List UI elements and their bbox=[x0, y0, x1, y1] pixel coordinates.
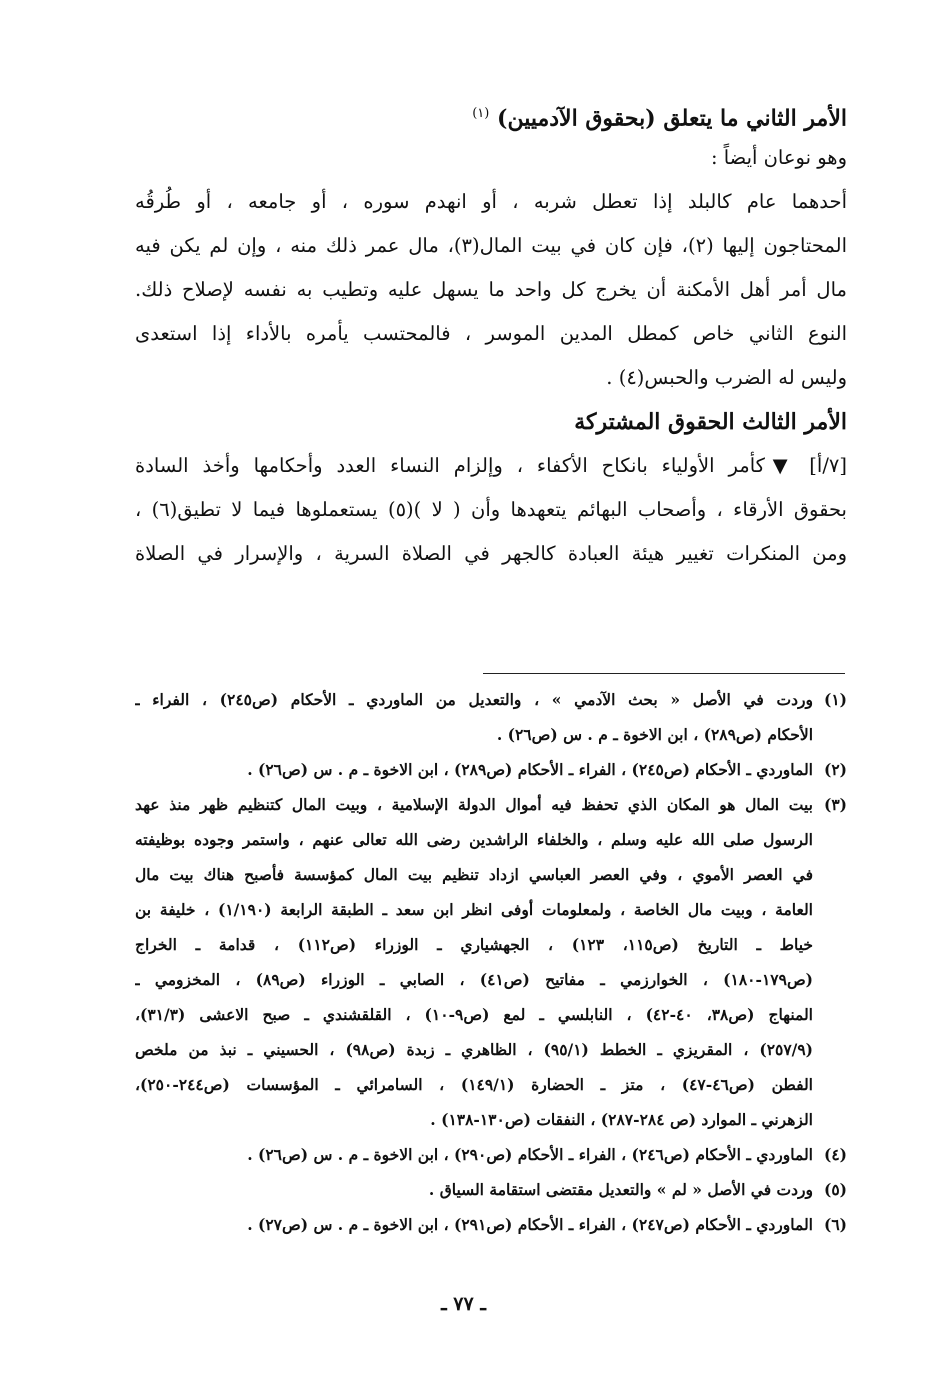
footnote-line: الماوردي ـ الأحكام (ص٢٤٦) ، الفراء ـ الأحكام (ص٢٩٠) ، ابن الاخوة ـ م . س (ص٢٦) . bbox=[247, 1145, 813, 1164]
footnote-ref-1: (١) bbox=[472, 106, 490, 121]
footnote-line: وردت في الأصل « بحث الآدمي » ، والتعديل من الماوردي ـ الأحكام (ص٢٤٥) ، الفراء ـ bbox=[135, 690, 813, 709]
footnote-line: (ص١٧٩-١٨٠) ، الخوارزمي ـ مفاتيح (ص٤١) ، الصابي ـ الوزراء (ص٨٩) ، المخزومي ـ bbox=[135, 970, 813, 989]
footnote-4 bbox=[135, 1137, 847, 1172]
footnote-line: المنهاج (ص٣٨، ٤٠-٤٢) ، النابلسي ـ لمع (ص٩-١٠) ، القلقشندي ـ صبح الاعشى (٣١/٣)، bbox=[135, 1005, 813, 1024]
section-heading-2-text: الأمر الثاني ما يتعلق (بحقوق الآدميين) bbox=[497, 105, 847, 132]
footnote-line: بيت المال هو المكان الذي تحفظ فيه أموال الدولة الإسلامية ، وبيت المال كتنظيم ظهر منذ عهد bbox=[135, 795, 813, 814]
footnote-line: الفطن (ص٤٦-٤٧) ، متز ـ الحضارة (١٤٩/١) ، السامرائي ـ المؤسسات (ص٢٤٤-٢٥٠)، bbox=[135, 1075, 813, 1094]
section-heading-2 bbox=[135, 92, 847, 136]
text-line: مال أمر أهل الأمكنة أن يخرج كل واحد ما يسهل عليه وتطيب به نفسه لإصلاح ذلك. bbox=[135, 278, 847, 301]
footnote-line: الماوردي ـ الأحكام (ص٢٤٧) ، الفراء ـ الأحكام (ص٢٩١) ، ابن الاخوة ـ م . س (ص٢٧) . bbox=[247, 1215, 813, 1234]
page-number: ـ ٧٧ ـ bbox=[441, 1293, 486, 1315]
text-line: النوع الثاني خاص كمطل المدين الموسر ، فالمحتسب يأمره بالأداء إذا استعدى bbox=[135, 322, 847, 345]
text-line: وليس له الضرب والحبس(٤) . bbox=[606, 366, 847, 389]
main-text bbox=[135, 92, 847, 576]
footnotes bbox=[135, 682, 847, 1242]
section-heading-3: الأمر الثالث الحقوق المشتركة bbox=[574, 409, 847, 435]
text-line: بحقوق الأرقاء ، وأصحاب البهائم يتعهدها وأن ( لا )(٥) يستعملوها فيما لا تطيق(٦) ، bbox=[135, 498, 847, 521]
footnote-3 bbox=[135, 787, 847, 1137]
footnote-number: (٤) bbox=[823, 1145, 847, 1164]
footnote-number: (٣) bbox=[823, 795, 847, 814]
footnote-line: (٢٥٧/٩) ، المقريزي ـ الخطط (٩٥/١) ، الظاهري ـ زبدة (ص٩٨) ، الحسيني ـ نبذ من ملخص bbox=[135, 1040, 813, 1059]
text-line: أحدهما عام كالبلد إذا تعطل شربه ، أو انهدم سوره ، أو جامعه ، أو طُرقُه bbox=[135, 190, 847, 213]
text-line: ومن المنكرات تغيير هيئة العبادة كالجهر في الصلاة السرية ، والإسرار في الصلاة bbox=[135, 542, 847, 565]
footnote-2 bbox=[135, 752, 847, 787]
footnote-number: (٦) bbox=[823, 1215, 847, 1234]
footnote-number: (٢) bbox=[823, 760, 847, 779]
footnote-line: في العصر الأموي ، وفي العصر العباسي ازداد تنظيم بيت المال كمؤسسة فأصبح هناك بيت مال bbox=[135, 865, 813, 884]
footnote-number: (٥) bbox=[823, 1180, 847, 1199]
footnote-1 bbox=[135, 682, 847, 752]
footnote-line: العامة ، وبيت مال الخاصة ، ولمعلومات أوفى انظر ابن سعد ـ الطبقة الرابعة (١/١٩٠) ، خليفة بن bbox=[135, 900, 813, 919]
footnote-line: الماوردي ـ الأحكام (ص٢٤٥) ، الفراء ـ الأحكام (ص٢٨٩) ، ابن الاخوة ـ م . س (ص٢٦) . bbox=[247, 760, 813, 779]
text-line: المحتاجون إليها (٢)، فإن كان في بيت المال(٣)، مال عمر ذلك منه ، وإن لم يكن فيه bbox=[135, 234, 847, 257]
footnote-number: (١) bbox=[823, 690, 847, 709]
footnote-line: وردت في الأصل « لم » والتعديل مقتضى استقامة السياق . bbox=[428, 1180, 813, 1199]
footnote-line: الرسول صلى الله عليه وسلم ، والخلفاء الراشدين رضى الله تعالى عنهم ، واستمر وجوده بوظيفته bbox=[135, 830, 813, 849]
footnote-line: الزهرني ـ الموارد (ص ٢٨٤-٢٨٧) ، النفقات (ص١٣٠-١٣٨) . bbox=[430, 1110, 813, 1129]
footnote-line: خياط ـ التاريخ (ص١١٥، ١٢٣) ، الجهشياري ـ الوزراء (ص١١٢) ، قدامة ـ الخراج bbox=[135, 935, 813, 954]
footnote-line: الأحكام (ص٢٨٩) ، ابن الاخوة ـ م . س (ص٢٦) . bbox=[496, 725, 813, 744]
text-line: [٧/أ] ▼كأمر الأولياء بانكاح الأكفاء ، وإلزام النساء العدد وأحكامها وأخذ السادة bbox=[135, 454, 847, 477]
footnote-6 bbox=[135, 1207, 847, 1242]
footnote-5 bbox=[135, 1172, 847, 1207]
text-line: وهو نوعان أيضاً : bbox=[710, 146, 847, 169]
footnote-separator bbox=[483, 673, 845, 674]
